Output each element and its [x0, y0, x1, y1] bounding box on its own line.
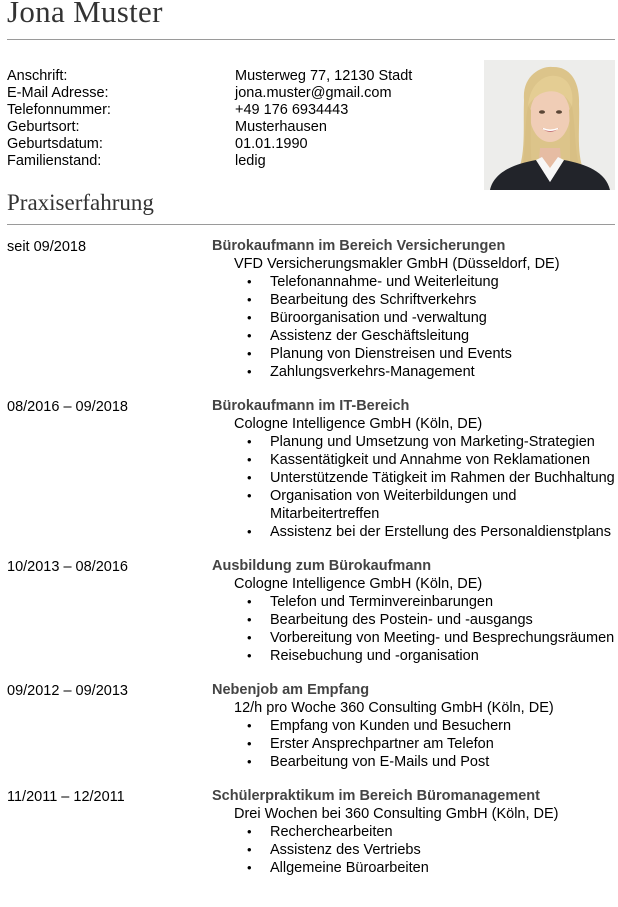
- list-item: [247, 823, 617, 841]
- task-text: Reisebuchung und -organisation: [270, 648, 479, 664]
- job-date: seit 09/2018: [7, 239, 87, 255]
- info-value: jona.muster@gmail.com: [235, 85, 392, 101]
- profile-photo: [484, 60, 615, 190]
- bullet-icon: •: [247, 364, 252, 379]
- info-label: E-Mail Adresse:: [7, 85, 109, 101]
- job-entry: [7, 237, 617, 381]
- section-divider: [7, 224, 615, 225]
- job-title: Bürokaufmann im IT-Bereich: [212, 398, 410, 414]
- info-value: Musterhausen: [235, 119, 327, 135]
- job-body: [212, 787, 617, 877]
- task-text: Bearbeitung von E-Mails und Post: [270, 754, 490, 770]
- list-item: [247, 841, 617, 859]
- job-entry: [7, 681, 617, 771]
- bullet-icon: •: [247, 824, 252, 839]
- job-title: Schülerpraktikum im Bereich Büromanagement: [212, 788, 540, 804]
- list-item: [247, 451, 617, 469]
- bullet-icon: •: [247, 736, 252, 751]
- info-value: ledig: [235, 153, 266, 169]
- info-row-phone: [7, 102, 412, 119]
- task-text: Telefon und Terminvereinbarungen: [270, 594, 494, 610]
- job-tasks: [212, 273, 617, 381]
- job-title: Nebenjob am Empfang: [212, 682, 370, 698]
- job-tasks: [212, 717, 617, 771]
- list-item: [247, 273, 617, 291]
- list-item: [247, 487, 617, 523]
- task-text: Telefonannahme- und Weiterleitung: [270, 274, 499, 290]
- job-date: 08/2016 – 09/2018: [7, 399, 128, 415]
- info-row-birthdate: [7, 136, 412, 153]
- list-item: [247, 611, 617, 629]
- info-value: +49 176 6934443: [235, 102, 349, 118]
- job-company: Drei Wochen bei 360 Consulting GmbH (Köln, DE): [234, 806, 559, 822]
- job-entry: [7, 397, 617, 541]
- job-company: 12/h pro Woche 360 Consulting GmbH (Köln, DE): [234, 700, 554, 716]
- personal-info: [7, 68, 412, 170]
- bullet-icon: •: [247, 612, 252, 627]
- info-label: Anschrift:: [7, 68, 68, 84]
- task-text: Recherchearbeiten: [270, 824, 393, 840]
- list-item: [247, 433, 617, 451]
- bullet-icon: •: [247, 594, 252, 609]
- list-item: [247, 469, 617, 487]
- bullet-icon: •: [247, 630, 252, 645]
- list-item: [247, 717, 617, 735]
- info-row-marital: [7, 153, 412, 170]
- task-text: Kassentätigkeit und Annahme von Reklamationen: [270, 452, 591, 468]
- job-entry: [7, 787, 617, 877]
- info-row-address: [7, 68, 412, 85]
- bullet-icon: •: [247, 718, 252, 733]
- task-text: Erster Ansprechpartner am Telefon: [270, 736, 494, 752]
- cv-name: Jona Muster: [7, 0, 163, 29]
- job-company: VFD Versicherungsmakler GmbH (Düsseldorf, DE): [234, 256, 560, 272]
- list-item: [247, 629, 617, 647]
- list-item: [247, 523, 617, 541]
- task-text: Assistenz bei der Erstellung des Personaldienstplans: [270, 524, 611, 540]
- info-label: Geburtsort:: [7, 119, 80, 135]
- job-body: [212, 237, 617, 381]
- bullet-icon: •: [247, 488, 252, 503]
- job-tasks: [212, 823, 617, 877]
- info-row-birthplace: [7, 119, 412, 136]
- task-text: Organisation von Weiterbildungen und Mitarbeitertreffen: [270, 488, 517, 522]
- list-item: [247, 593, 617, 611]
- bullet-icon: •: [247, 292, 252, 307]
- task-text: Zahlungsverkehrs-Management: [270, 364, 475, 380]
- task-text: Bearbeitung des Postein- und -ausgangs: [270, 612, 533, 628]
- portrait-image: [484, 60, 615, 190]
- job-date: 11/2011 – 12/2011: [7, 789, 125, 805]
- experience-list: [7, 237, 617, 893]
- task-text: Büroorganisation und -verwaltung: [270, 310, 487, 326]
- bullet-icon: •: [247, 274, 252, 289]
- list-item: [247, 291, 617, 309]
- task-text: Assistenz der Geschäftsleitung: [270, 328, 470, 344]
- bullet-icon: •: [247, 860, 252, 875]
- list-item: [247, 647, 617, 665]
- list-item: [247, 363, 617, 381]
- job-tasks: [212, 593, 617, 665]
- job-body: [212, 681, 617, 771]
- list-item: [247, 753, 617, 771]
- list-item: [247, 327, 617, 345]
- bullet-icon: •: [247, 452, 252, 467]
- job-body: [212, 557, 617, 665]
- task-text: Planung und Umsetzung von Marketing-Strategien: [270, 434, 595, 450]
- task-text: Unterstützende Tätigkeit im Rahmen der Buchhaltung: [270, 470, 615, 486]
- bullet-icon: •: [247, 434, 252, 449]
- info-row-email: [7, 85, 412, 102]
- task-text: Planung von Dienstreisen und Events: [270, 346, 512, 362]
- list-item: [247, 309, 617, 327]
- bullet-icon: •: [247, 328, 252, 343]
- task-text: Empfang von Kunden und Besuchern: [270, 718, 512, 734]
- info-label: Geburtsdatum:: [7, 136, 103, 152]
- bullet-icon: •: [247, 524, 252, 539]
- bullet-icon: •: [247, 648, 252, 663]
- job-date: 10/2013 – 08/2016: [7, 559, 128, 575]
- info-value: Musterweg 77, 12130 Stadt: [235, 68, 413, 84]
- job-tasks: [212, 433, 617, 541]
- job-date: 09/2012 – 09/2013: [7, 683, 128, 699]
- info-label: Telefonnummer:: [7, 102, 111, 118]
- job-entry: [7, 557, 617, 665]
- bullet-icon: •: [247, 754, 252, 769]
- job-title: Ausbildung zum Bürokaufmann: [212, 558, 432, 574]
- list-item: [247, 859, 617, 877]
- info-label: Familienstand:: [7, 153, 102, 169]
- job-company: Cologne Intelligence GmbH (Köln, DE): [234, 416, 483, 432]
- info-value: 01.01.1990: [235, 136, 308, 152]
- bullet-icon: •: [247, 842, 252, 857]
- bullet-icon: •: [247, 346, 252, 361]
- list-item: [247, 735, 617, 753]
- task-text: Bearbeitung des Schriftverkehrs: [270, 292, 477, 308]
- job-company: Cologne Intelligence GmbH (Köln, DE): [234, 576, 483, 592]
- job-body: [212, 397, 617, 541]
- bullet-icon: •: [247, 310, 252, 325]
- header-divider: [7, 39, 615, 40]
- task-text: Allgemeine Büroarbeiten: [270, 860, 429, 876]
- section-title-experience: Praxiserfahrung: [7, 190, 154, 215]
- task-text: Assistenz des Vertriebs: [270, 842, 421, 858]
- job-title: Bürokaufmann im Bereich Versicherungen: [212, 238, 506, 254]
- bullet-icon: •: [247, 470, 252, 485]
- task-text: Vorbereitung von Meeting- und Besprechungsräumen: [270, 630, 615, 646]
- list-item: [247, 345, 617, 363]
